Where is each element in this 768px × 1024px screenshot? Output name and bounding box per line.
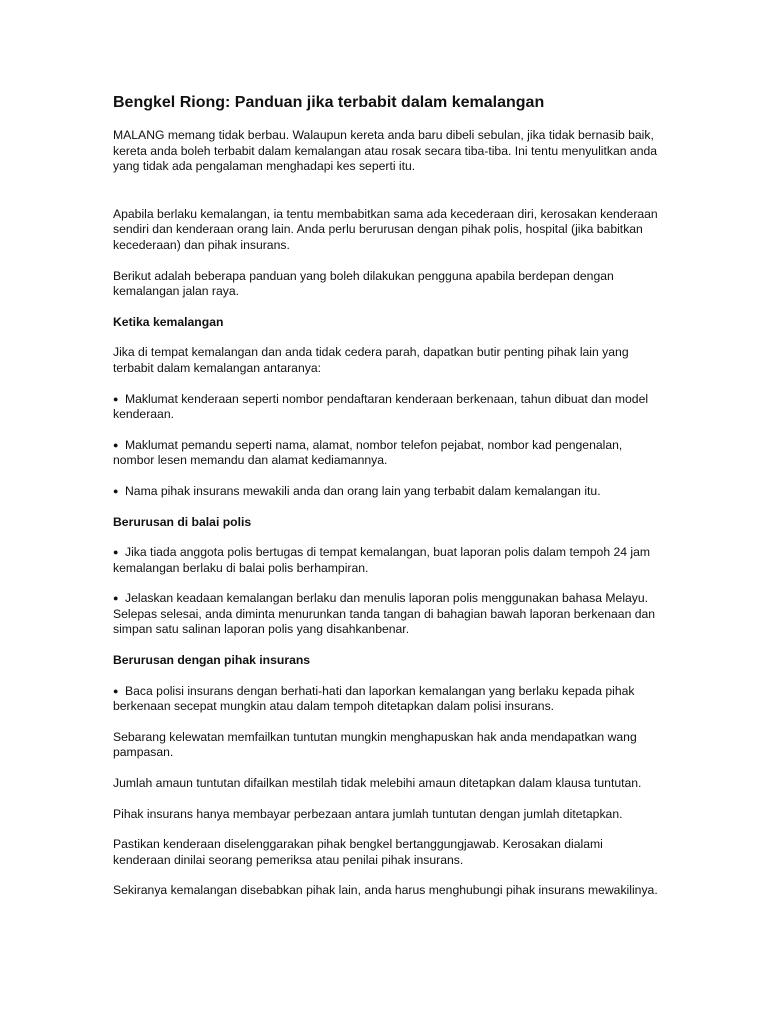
section-lead-during-accident: Jika di tempat kemalangan dan anda tidak cedera parah, dapatkan butir penting pihak lain yang terbabit dalam kemalangan antaranya: <box>113 345 629 375</box>
section-heading-insurance: Berurusan dengan pihak insurans <box>113 653 311 668</box>
bullet-dot-icon: ● <box>113 547 119 558</box>
bullet-item <box>113 545 661 576</box>
bullet-text: Nama pihak insurans mewakili anda dan orang lain yang terbabit dalam kemalangan itu. <box>125 483 601 498</box>
document-page <box>113 92 661 914</box>
bullet-text: Maklumat kenderaan seperti nombor pendaftaran kenderaan berkenaan, tahun dibuat dan model kenderaan. <box>113 391 649 422</box>
bullet-item <box>113 392 661 423</box>
bullet-dot-icon: ● <box>113 593 119 604</box>
insurance-paragraph: Jumlah amaun tuntutan difailkan mestilah tidak melebihi amaun ditetapkan dalam klausa tuntutan. <box>113 776 642 791</box>
paragraph-guidance-intro: Berikut adalah beberapa panduan yang boleh dilakukan pengguna apabila berdepan dengan kemalangan jalan raya. <box>113 268 614 299</box>
insurance-paragraph: Sebarang kelewatan memfailkan tuntutan mungkin menghapuskan hak anda mendapatkan wang pampasan. <box>113 729 637 760</box>
bullet-dot-icon: ● <box>113 685 119 696</box>
bullet-text: Baca polisi insurans dengan berhati-hati dan laporkan kemalangan yang berlaku kepada pihak berkenaan secepat mungkin atau dalam tempoh ditetapkan dalam polisi insurans. <box>113 683 635 714</box>
section-heading-police-station: Berurusan di balai polis <box>113 514 252 529</box>
bullet-item <box>113 684 661 715</box>
page-title: Bengkel Riong: Panduan jika terbabit dalam kemalangan <box>113 94 545 111</box>
intro-paragraph: MALANG memang tidak berbau. Walaupun kereta anda baru dibeli sebulan, jika tidak bernasib baik, kereta anda boleh terbabit dalam kemalangan atau rosak secara tiba-tiba. Ini tentu menyulitkan anda yang tidak ada pengalaman menghadapi kes seperti itu. <box>113 128 658 174</box>
insurance-paragraph: Sekiranya kemalangan disebabkan pihak lain, anda harus menghubungi pihak insurans mewakilinya. <box>113 883 658 898</box>
bullet-item <box>113 484 661 500</box>
bullet-dot-icon: ● <box>113 393 119 404</box>
bullet-text: Jelaskan keadaan kemalangan berlaku dan menulis laporan polis menggunakan bahasa Melayu. Selepas selesai, anda diminta menurunkan tanda tangan di bahagian bawah laporan berkenaan dan simpan satu salinan laporan polis yang disahkanbenar. <box>113 591 656 637</box>
section-heading-during-accident: Ketika kemalangan <box>113 314 224 329</box>
bullet-dot-icon: ● <box>113 485 119 496</box>
insurance-paragraph: Pastikan kenderaan diselenggarakan pihak bengkel bertanggungjawab. Kerosakan dialami kenderaan dinilai seorang pemeriksa atau penilai pihak insurans. <box>113 837 603 867</box>
bullet-text: Maklumat pemandu seperti nama, alamat, nombor telefon pejabat, nombor kad pengenalan, nombor lesen memandu dan alamat kediamannya. <box>113 437 623 468</box>
insurance-paragraph: Pihak insurans hanya membayar perbezaan antara jumlah tuntutan dengan jumlah ditetapkan. <box>113 806 623 821</box>
bullet-item <box>113 438 661 469</box>
bullet-text: Jika tiada anggota polis bertugas di tempat kemalangan, buat laporan polis dalam tempoh 24 jam kemalangan berlaku di balai polis berhampiran. <box>113 545 651 575</box>
paragraph-accident-effects: Apabila berlaku kemalangan, ia tentu membabitkan sama ada kecederaan diri, kerosakan kenderaan sendiri dan kenderaan orang lain. Anda perlu berurusan dengan pihak polis, hospital (jika babitkan kecederaan) dan pihak insurans. <box>113 206 658 252</box>
bullet-item <box>113 591 661 638</box>
bullet-dot-icon: ● <box>113 439 119 450</box>
